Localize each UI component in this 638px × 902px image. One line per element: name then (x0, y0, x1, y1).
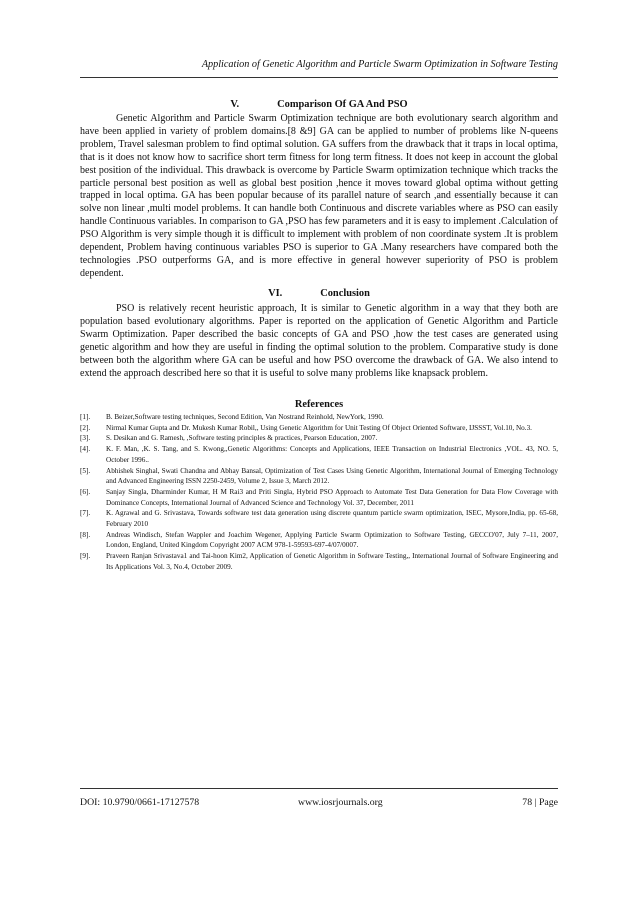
section-5-number: V. (230, 99, 240, 110)
references-list (80, 412, 558, 573)
reference-text: Sanjay Singla, Dharminder Kumar, H M Rai3 and Priti Singla, Hybrid PSO Approach to Automate Test Data Generation for Data Flow Coverage with Dominance Concepts, International Journal of Advanced Science and Technology Vol. 37, December, 2011 (106, 487, 558, 507)
reference-number: [8]. (80, 530, 91, 539)
section-5-heading (80, 99, 558, 110)
reference-number: [4]. (80, 445, 91, 454)
footer-page-number: 78 | Page (522, 797, 558, 808)
section-5-title: Comparison Of GA And PSO (277, 99, 408, 110)
footer-website: www.iosrjournals.org (298, 797, 383, 808)
reference-item (80, 444, 558, 465)
reference-text: S. Desikan and G. Ramesh, ,Software testing principles & practices, Pearson Education, 2007. (106, 434, 378, 443)
reference-number: [1]. (80, 413, 91, 421)
section-5-paragraph (80, 113, 558, 281)
section-5-text: Genetic Algorithm and Particle Swarm Optimization technique are both evolutionary search algorithm and have been applied in variety of problem domains.[8 &9] GA can be applied to number of problems like N-queens problem, Travel salesman problem to find optimal solution. GA suffers from the drawback that it traps in local optima, that is it does not know how to sacrifice short term fitness for long term fitness. It does not keep in account the global best position of the individual. This drawback is overcome by Particle Swarm optimization technique which tracks the particle personal best position as well as global best position ,hence it moves toward global optima without getting trapped in local optima. GA has been popular because of its parallel nature of search ,and essentially because it can solve non linear ,multi model problems. It can handle both Continuous and discrete variables where as PSO can easily handle Continuous variables. In comparison to GA ,PSO has few parameters and it is easy to implement .Calculation of PSO Algorithm is very simple though it is difficult to implement with problem of non coordinate system .It is problem dependent, Problem having continuous variables PSO is superior to GA .Many researchers have compared both the technologies .PSO outperforms GA, and is more effective in general however superiority of PSO is problem dependent. (80, 113, 558, 279)
section-6-paragraph (80, 303, 558, 380)
section-6-text: PSO is relatively recent heuristic approach, It is similar to Genetic algorithm in a way that they both are population based evolutionary algorithms. Paper is reported on the application of Genetic Algorithm and Particle Swarm Optimization. Paper described the basic concepts of GA and PSO ,how the test cases are generated using genetic algorithm and how they are useful in finding the optimal solution to the problem. Comparative study is done between both the algorithm where GA can be useful and how PSO overcome the drawback of GA. We also intend to extend the approach described here so that it is useful to solve many problems like knapsack problem. (80, 303, 558, 379)
reference-number: [2]. (80, 423, 91, 432)
reference-number: [3]. (80, 434, 91, 443)
section-6-heading (80, 288, 558, 299)
reference-text: K. Agrawal and G. Srivastava, Towards software test data generation using discrete quantum particle swarm optimization, ISEC, Mysore,India, pp. 65-68, February 2010 (106, 509, 558, 529)
reference-number: [9]. (80, 552, 91, 561)
section-6-title: Conclusion (320, 288, 370, 299)
footer-doi: DOI: 10.9790/0661-17127578 (80, 797, 200, 808)
reference-item (80, 508, 558, 529)
reference-item (80, 466, 558, 487)
reference-number: [7]. (80, 509, 91, 518)
reference-text: K. F. Man, ,K. S. Tang, and S. Kwong,,Genetic Algorithms: Concepts and Applications, IEEE Transaction on Industrial Electronics ,VOL. 43, NO. 5, October 1996.. (106, 445, 558, 464)
reference-item (80, 412, 558, 423)
reference-item (80, 551, 558, 572)
reference-item (80, 530, 558, 551)
reference-number: [5]. (80, 466, 91, 475)
reference-item (80, 487, 558, 508)
reference-text: Nirmal Kumar Gupta and Dr. Mukesh Kumar Robil,, Using Genetic Algorithm for Unit Testing Of Object Oriented Software, IJSSST, Vol.10, No.3. (106, 423, 532, 432)
reference-text: Abhishek Singhal, Swati Chandna and Abhay Bansal, Optimization of Test Cases Using Genetic Algorithm, International Journal of Emerging Technology and Advanced Engineering ISSN 2250-2459, Volume 2, Issue 3, March 2012. (106, 466, 558, 486)
reference-item (80, 433, 558, 444)
page-footer (80, 788, 558, 815)
reference-number: [6]. (80, 487, 91, 496)
header-title: Application of Genetic Algorithm and Particle Swarm Optimization in Software Testing (201, 59, 558, 70)
running-header (80, 51, 558, 78)
reference-text: Praveen Ranjan Srivastava1 and Tai-hoon Kim2, Application of Genetic Algorithm in Software Testing,, International Journal of Software Engineering and Its Applications Vol. 3, No.4, October 2009. (106, 552, 558, 571)
section-6-number: VI. (268, 288, 283, 299)
reference-text: B. Beizer,Software testing techniques, Second Edition, Van Nostrand Reinhold, NewYork, 1990. (106, 413, 384, 421)
reference-item (80, 423, 558, 434)
reference-text: Andreas Windisch, Stefan Wappler and Joachim Wegener, Applying Particle Swarm Optimization to Software Testing, GECCO'07, July 7–11, 2007, London, England, United Kingdom Copyright 2007 ACM 978-1-59593-697-4/07/0007. (106, 530, 558, 550)
references-heading: References (294, 399, 344, 410)
